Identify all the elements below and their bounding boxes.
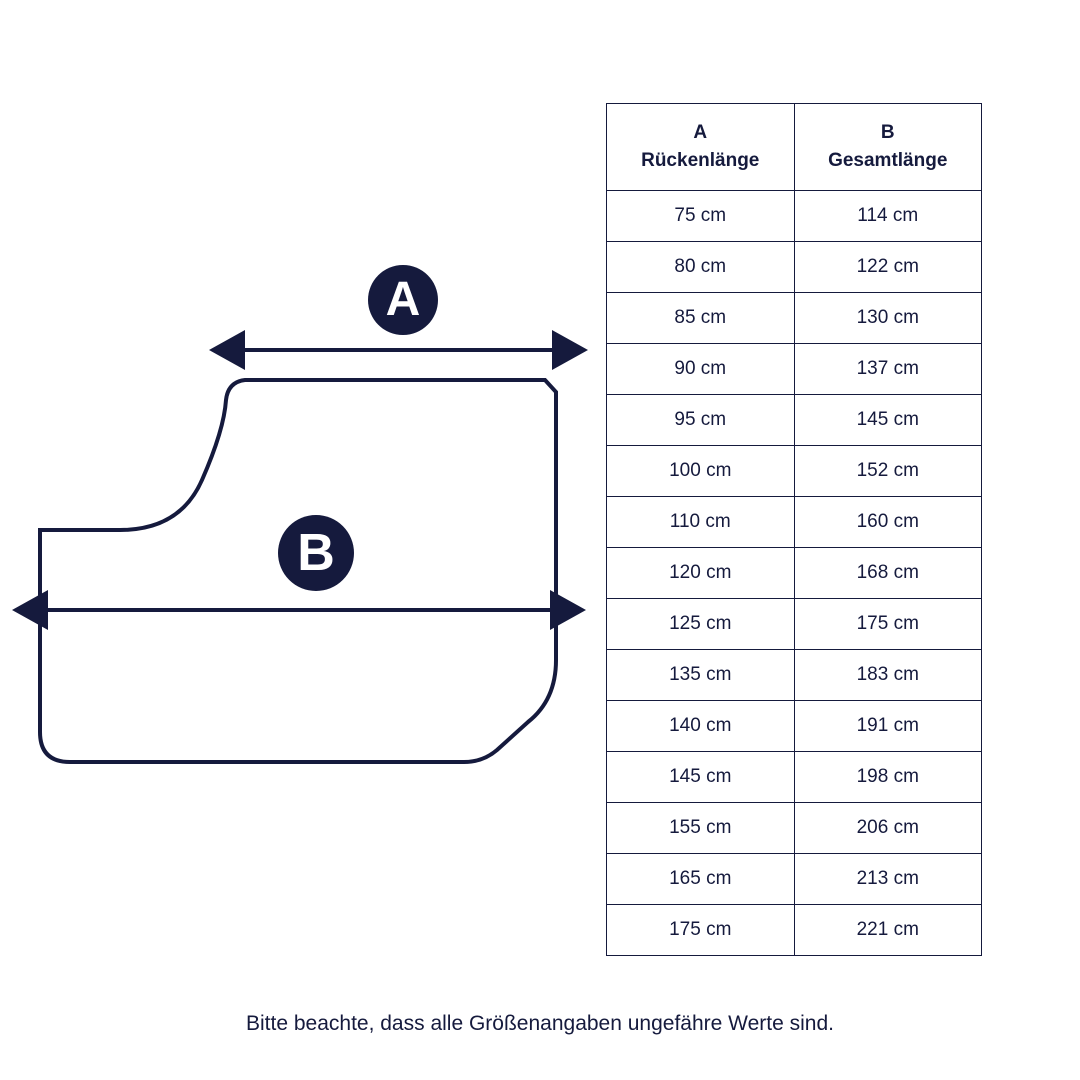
- measurement-badge-b-label: B: [297, 524, 335, 582]
- cell-back-length: 120 cm: [607, 548, 795, 599]
- cell-total-length: 175 cm: [794, 599, 982, 650]
- table-row: [607, 803, 982, 854]
- cell-back-length: 140 cm: [607, 701, 795, 752]
- column-header-b-label: Gesamtlänge: [828, 150, 948, 171]
- cell-back-length: 145 cm: [607, 752, 795, 803]
- cell-back-length: 85 cm: [607, 293, 795, 344]
- table-row: [607, 446, 982, 497]
- cell-total-length: 137 cm: [794, 344, 982, 395]
- cell-total-length: 191 cm: [794, 701, 982, 752]
- table-row: [607, 395, 982, 446]
- table-row: [607, 701, 982, 752]
- table-row: [607, 905, 982, 956]
- table-header-row: [607, 104, 982, 191]
- size-table-body: [607, 191, 982, 956]
- size-table-head: [607, 104, 982, 191]
- blanket-diagram: [0, 230, 600, 790]
- cell-total-length: 114 cm: [794, 191, 982, 242]
- column-header-b: [794, 104, 982, 191]
- cell-back-length: 90 cm: [607, 344, 795, 395]
- column-header-a-label: Rückenlänge: [641, 150, 760, 171]
- table-row: [607, 599, 982, 650]
- measurement-badge-a: [368, 265, 438, 335]
- cell-back-length: 175 cm: [607, 905, 795, 956]
- cell-back-length: 125 cm: [607, 599, 795, 650]
- cell-back-length: 155 cm: [607, 803, 795, 854]
- table-row: [607, 344, 982, 395]
- cell-total-length: 221 cm: [794, 905, 982, 956]
- cell-total-length: 183 cm: [794, 650, 982, 701]
- table-row: [607, 854, 982, 905]
- cell-back-length: 165 cm: [607, 854, 795, 905]
- column-header-b-letter: B: [880, 122, 895, 144]
- cell-back-length: 80 cm: [607, 242, 795, 293]
- cell-total-length: 213 cm: [794, 854, 982, 905]
- column-header-a-letter: A: [693, 122, 708, 144]
- table-row: [607, 752, 982, 803]
- table-row: [607, 191, 982, 242]
- column-header-a: [607, 104, 795, 191]
- cell-back-length: 75 cm: [607, 191, 795, 242]
- cell-total-length: 198 cm: [794, 752, 982, 803]
- table-row: [607, 650, 982, 701]
- table-row: [607, 497, 982, 548]
- size-table: [606, 103, 982, 956]
- cell-back-length: 100 cm: [607, 446, 795, 497]
- cell-back-length: 110 cm: [607, 497, 795, 548]
- cell-total-length: 160 cm: [794, 497, 982, 548]
- table-row: [607, 293, 982, 344]
- cell-total-length: 122 cm: [794, 242, 982, 293]
- cell-back-length: 135 cm: [607, 650, 795, 701]
- blanket-outline-svg: [0, 230, 600, 790]
- table-row: [607, 548, 982, 599]
- footnote: Bitte beachte, dass alle Größenangaben ungefähre Werte sind.: [246, 1012, 834, 1035]
- cell-total-length: 145 cm: [794, 395, 982, 446]
- cell-total-length: 206 cm: [794, 803, 982, 854]
- cell-total-length: 168 cm: [794, 548, 982, 599]
- cell-total-length: 130 cm: [794, 293, 982, 344]
- cell-total-length: 152 cm: [794, 446, 982, 497]
- cell-back-length: 95 cm: [607, 395, 795, 446]
- measurement-badge-b: [278, 515, 354, 591]
- table-row: [607, 242, 982, 293]
- measurement-badge-a-label: A: [385, 273, 421, 326]
- size-table-wrapper: [606, 103, 982, 956]
